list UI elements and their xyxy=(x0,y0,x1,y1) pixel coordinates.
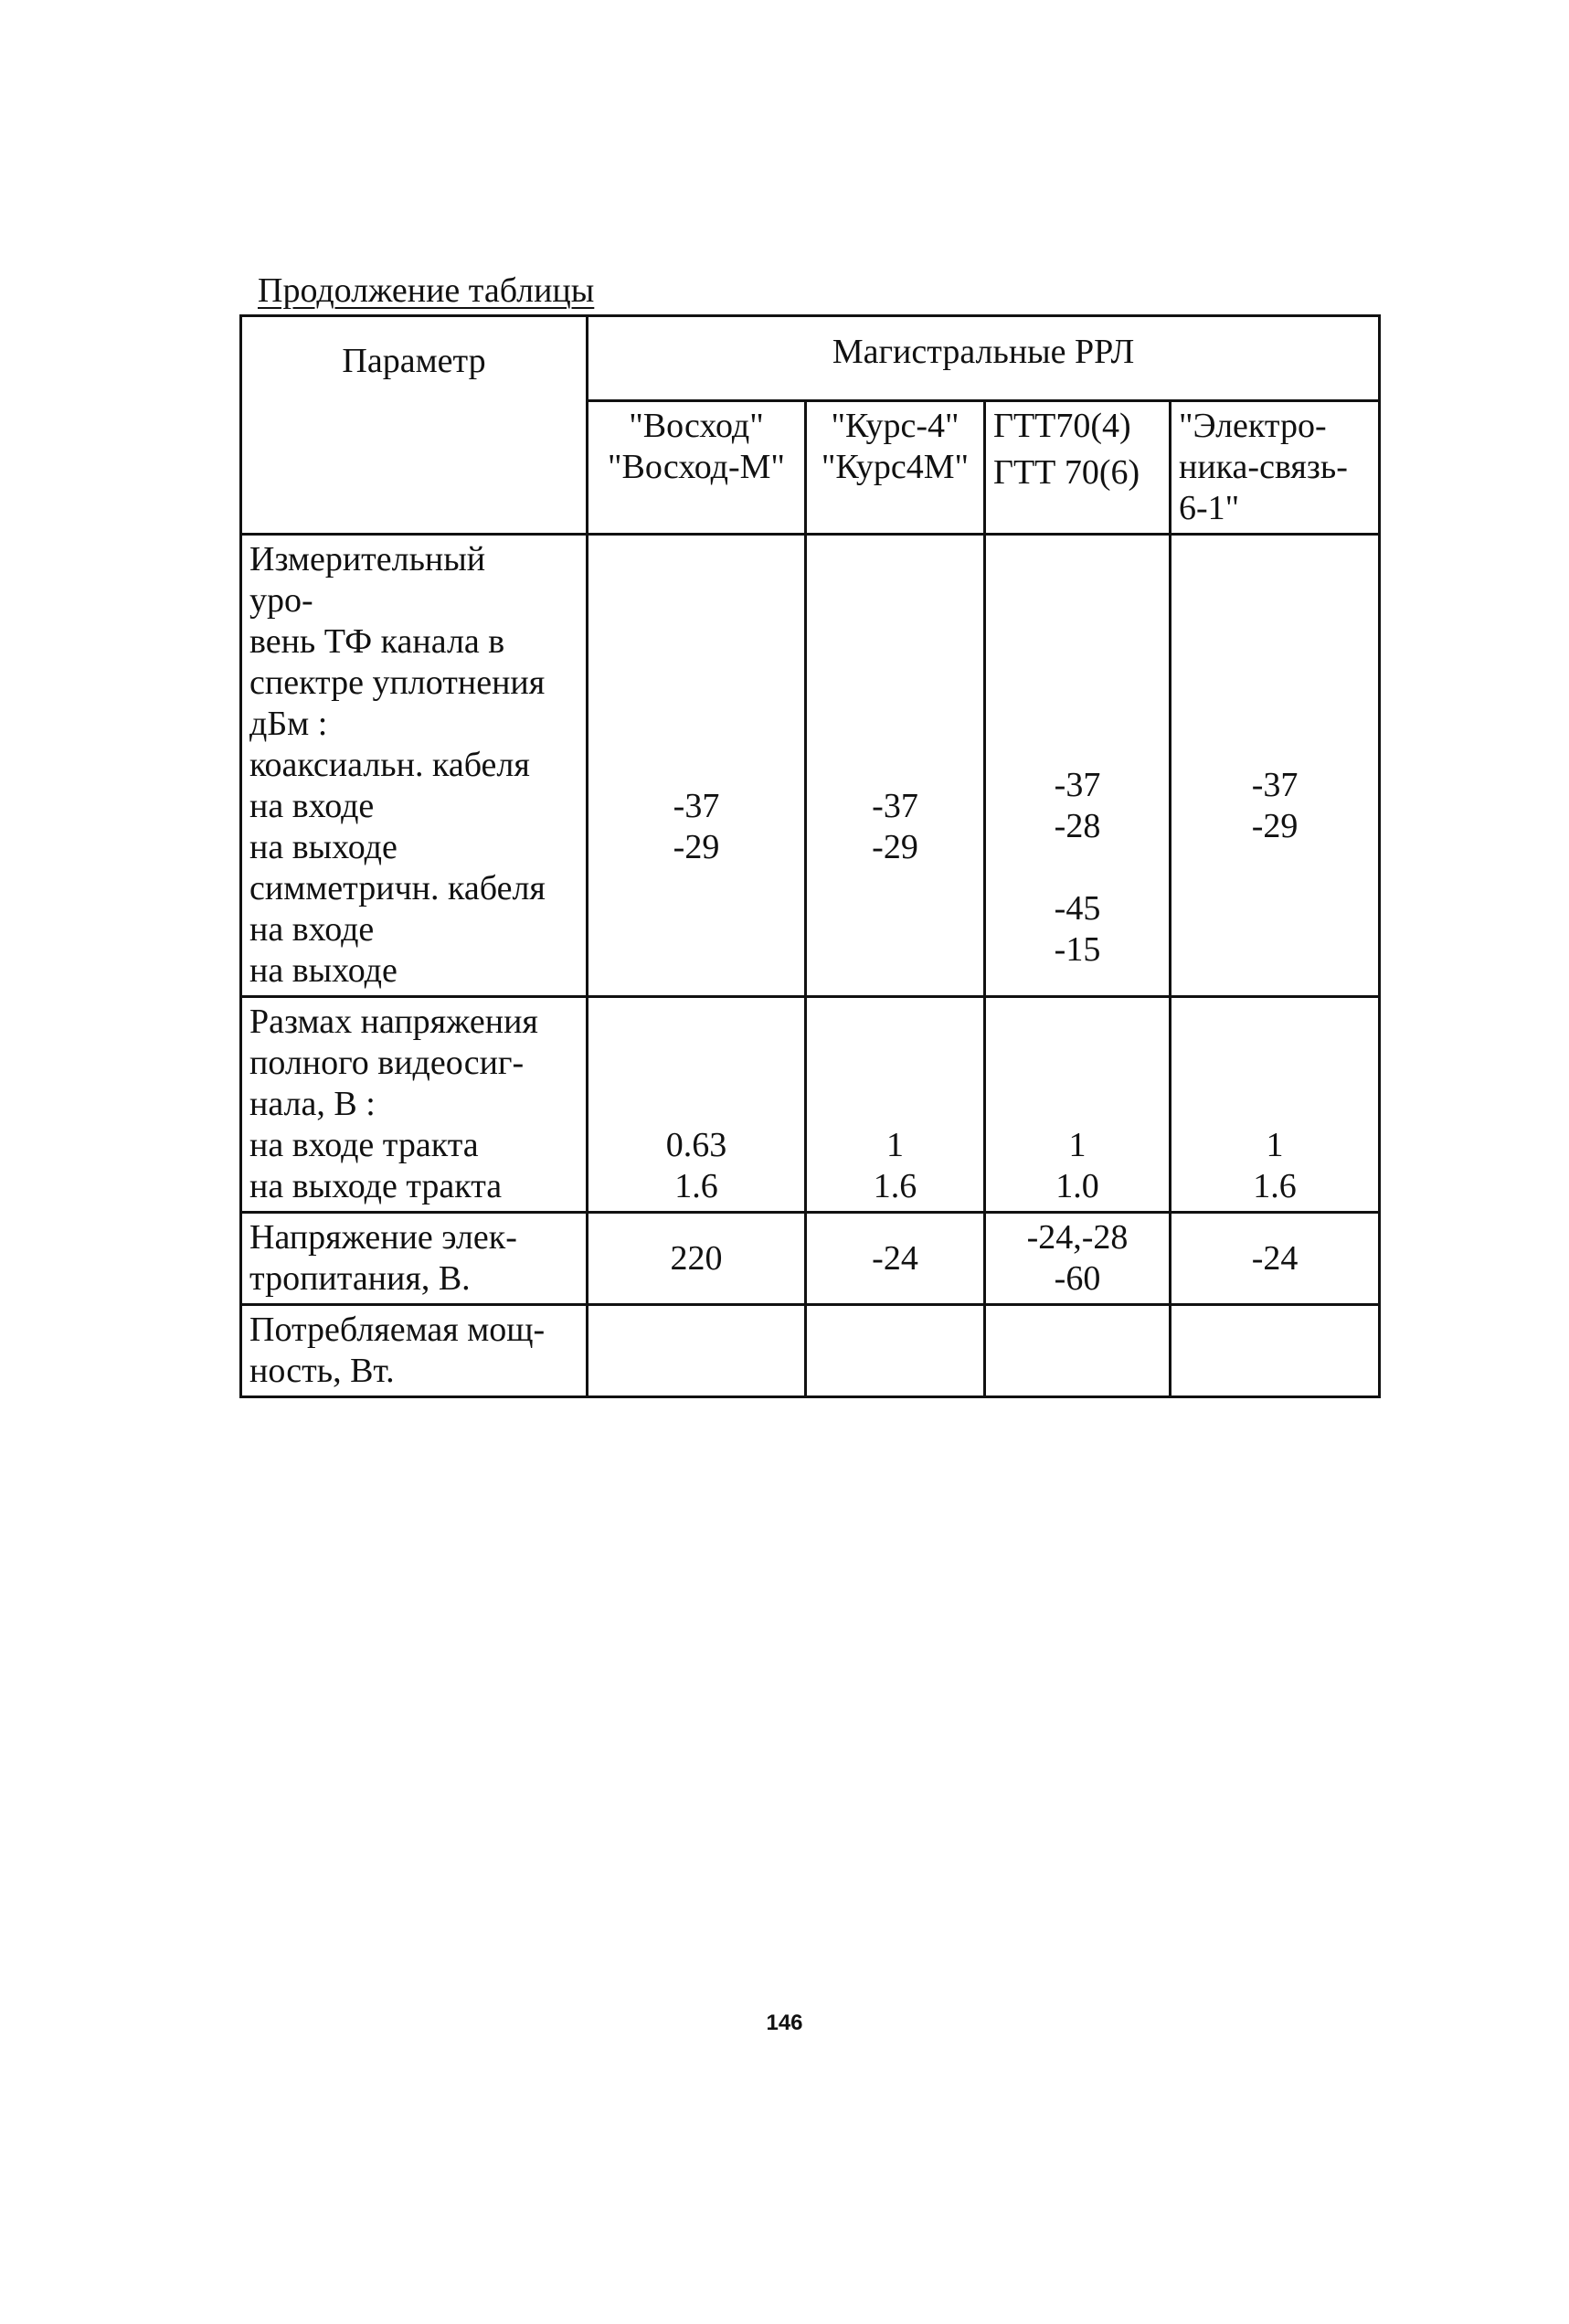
value-in: 1 xyxy=(1266,1126,1284,1164)
value-coax-in: -37 xyxy=(872,787,918,825)
value-voltage: 220 xyxy=(670,1238,723,1278)
value-coax-out: -29 xyxy=(673,828,720,866)
param-line: Напряжение элек- xyxy=(249,1218,517,1257)
param-line: тропитания, В. xyxy=(249,1259,471,1298)
param-cell-supply-voltage xyxy=(241,1213,588,1305)
value-sym-in: -45 xyxy=(1054,889,1101,928)
value-cell xyxy=(588,1213,806,1305)
param-header: Параметр xyxy=(342,342,486,380)
column-header-line: "Курс-4" xyxy=(831,407,959,445)
value-cell xyxy=(985,535,1171,997)
column-header-line: "Восход-М" xyxy=(608,448,785,486)
value-voltage: -24,-28 xyxy=(1026,1218,1129,1257)
param-line: уро- xyxy=(249,581,313,620)
value-cell xyxy=(806,997,985,1213)
value-in: 1 xyxy=(886,1126,904,1164)
value-cell xyxy=(985,1305,1171,1397)
value-cell xyxy=(806,535,985,997)
param-line: нала, В : xyxy=(249,1085,376,1123)
value-cell xyxy=(1171,1305,1380,1397)
param-cell-measurement-level xyxy=(241,535,588,997)
value-out: 1.6 xyxy=(873,1167,917,1205)
value-cell xyxy=(1171,535,1380,997)
table-continuation-caption: Продолжение таблицы xyxy=(258,271,595,310)
param-line: на входе xyxy=(249,910,375,949)
specification-table xyxy=(239,314,1381,1398)
column-header-elektronika xyxy=(1171,401,1380,535)
value-cell xyxy=(985,1213,1171,1305)
value-coax-out: -29 xyxy=(872,828,918,866)
value-out: 1.6 xyxy=(1253,1167,1297,1205)
param-line: дБм : xyxy=(249,705,328,743)
value-voltage: -24 xyxy=(1251,1238,1299,1278)
value-cell xyxy=(588,997,806,1213)
value-cell xyxy=(1171,997,1380,1213)
column-header-kurs xyxy=(806,401,985,535)
column-header-line: ника-связь- xyxy=(1179,448,1348,486)
value-cell xyxy=(985,997,1171,1213)
param-cell-video-signal xyxy=(241,997,588,1213)
value-coax-in: -37 xyxy=(1251,766,1299,804)
value-cell xyxy=(806,1305,985,1397)
value-out: 1.6 xyxy=(674,1167,718,1205)
param-line: Измерительный xyxy=(249,540,486,578)
table-row-power-consumption xyxy=(241,1305,1380,1397)
value-in: 0.63 xyxy=(665,1126,727,1164)
param-line: коаксиальн. кабеля xyxy=(249,746,530,784)
value-coax-out: -29 xyxy=(1251,807,1299,845)
param-cell-power-consumption xyxy=(241,1305,588,1397)
param-line: симметричн. кабеля xyxy=(249,869,546,907)
column-header-line: 6-1" xyxy=(1179,489,1240,527)
value-coax-out: -28 xyxy=(1054,807,1101,845)
value-coax-in: -37 xyxy=(1054,766,1101,804)
group-header-cell xyxy=(588,316,1380,401)
param-line: на выходе xyxy=(249,828,398,866)
value-voltage: -24 xyxy=(872,1238,918,1278)
param-line: на выходе тракта xyxy=(249,1167,503,1205)
column-header-gtt xyxy=(985,401,1171,535)
value-cell xyxy=(1171,1213,1380,1305)
value-coax-in: -37 xyxy=(673,787,720,825)
table-row-video-signal xyxy=(241,997,1380,1213)
table-row-supply-voltage xyxy=(241,1213,1380,1305)
page-number: 146 xyxy=(766,2011,803,2035)
column-header-voskhod xyxy=(588,401,806,535)
column-header-line: ГТТ70(4) xyxy=(993,407,1131,445)
param-header-cell xyxy=(241,316,588,535)
table-row-measurement-level xyxy=(241,535,1380,997)
value-sym-out: -15 xyxy=(1054,930,1101,969)
param-line: спектре уплотнения xyxy=(249,663,546,702)
value-cell xyxy=(588,1305,806,1397)
group-header: Магистральные РРЛ xyxy=(832,333,1135,371)
param-line: вень ТФ канала в xyxy=(249,622,505,661)
column-header-line: "Курс4М" xyxy=(821,448,970,486)
header-row-group xyxy=(241,316,1380,401)
column-header-line: "Электро- xyxy=(1179,407,1327,445)
value-cell xyxy=(588,535,806,997)
column-header-line: ГТТ 70(6) xyxy=(993,453,1140,492)
param-line: ность, Вт. xyxy=(249,1352,395,1390)
column-header-line: "Восход" xyxy=(629,407,764,445)
param-line: полного видеосиг- xyxy=(249,1044,525,1082)
value-out: 1.0 xyxy=(1055,1167,1099,1205)
value-cell xyxy=(806,1213,985,1305)
value-voltage-second: -60 xyxy=(1054,1259,1101,1298)
param-line: Размах напряжения xyxy=(249,1003,538,1041)
param-line: на входе xyxy=(249,787,375,825)
param-line: на выходе xyxy=(249,951,398,990)
value-in: 1 xyxy=(1068,1126,1087,1164)
param-line: на входе тракта xyxy=(249,1126,479,1164)
param-line: Потребляемая мощ- xyxy=(249,1311,546,1349)
